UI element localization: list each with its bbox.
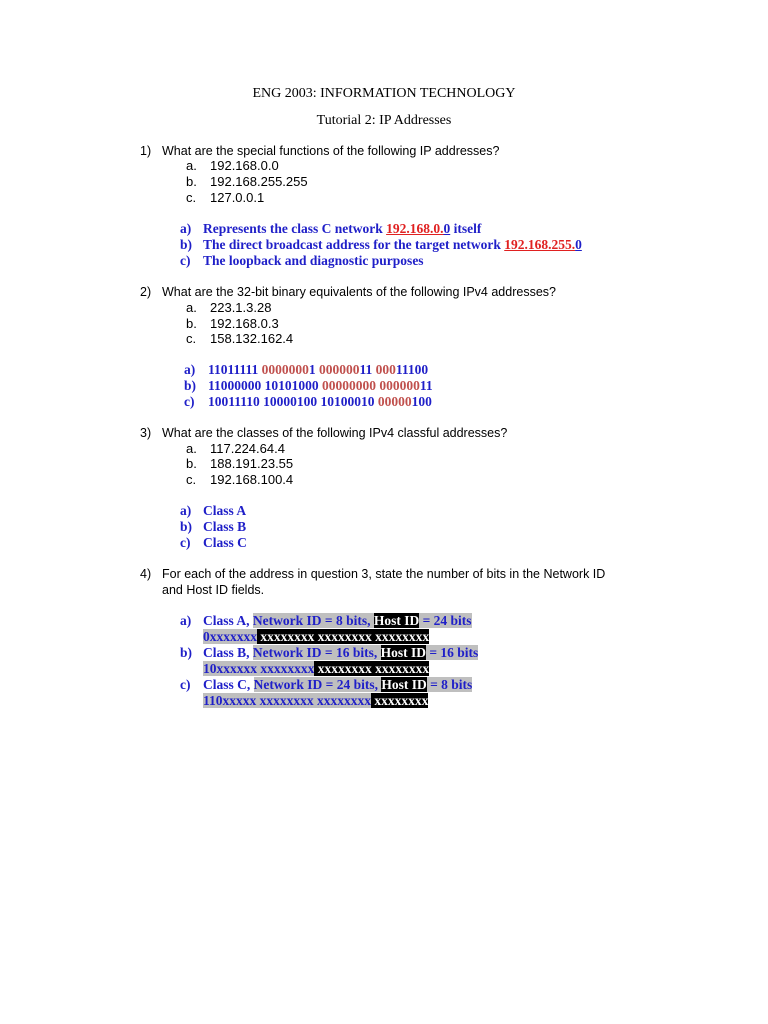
question-number: 1) bbox=[140, 144, 152, 158]
question-text: What are the classes of the following IPv4 classful addresses? bbox=[162, 426, 508, 440]
binary-answer: 10011110 10000100 10100010 00000100 bbox=[208, 394, 432, 409]
option-letter: b. bbox=[186, 456, 197, 471]
option-value: 188.191.23.55 bbox=[210, 456, 294, 471]
answer-text: The direct broadcast address for the target network 192.168.255.0 bbox=[203, 237, 582, 252]
answer-text: Class C, Network ID = 24 bits, Host ID = 8 bits bbox=[203, 677, 473, 692]
binary-answer: 11000000 10101000 00000000 00000011 bbox=[208, 378, 433, 393]
option-value: 223.1.3.28 bbox=[210, 300, 272, 315]
answer-label: b) bbox=[180, 237, 193, 252]
answer-label: a) bbox=[180, 613, 192, 628]
question-number: 3) bbox=[140, 426, 152, 440]
option-letter: b. bbox=[186, 316, 197, 331]
option-value: 192.168.255.255 bbox=[210, 174, 308, 189]
answer-label: c) bbox=[180, 535, 191, 550]
answer-text: Class C bbox=[203, 535, 247, 550]
option-value: 127.0.0.1 bbox=[210, 190, 265, 205]
answer-label: c) bbox=[180, 253, 191, 268]
tutorial-title: Tutorial 2: IP Addresses bbox=[316, 113, 452, 128]
answer-label: b) bbox=[180, 519, 193, 534]
course-title: ENG 2003: INFORMATION TECHNOLOGY bbox=[252, 86, 516, 101]
binary-answer: 11011111 00000001 00000011 00011100 bbox=[208, 362, 429, 377]
option-letter: a. bbox=[186, 158, 197, 173]
option-value: 192.168.0.3 bbox=[210, 316, 279, 331]
answer-text: Class A, Network ID = 8 bits, Host ID = 24 bits bbox=[203, 613, 472, 628]
answer-text: Class B bbox=[203, 519, 247, 534]
option-letter: a. bbox=[186, 300, 197, 315]
answer-text: Class B, Network ID = 16 bits, Host ID = 16 bits bbox=[203, 645, 479, 660]
option-letter: c. bbox=[186, 190, 197, 205]
question-number: 4) bbox=[140, 567, 152, 581]
answer-text: The loopback and diagnostic purposes bbox=[203, 253, 424, 268]
question-text: For each of the address in question 3, state the number of bits in the Network ID bbox=[162, 567, 606, 581]
option-letter: a. bbox=[186, 441, 197, 456]
answer-label: a) bbox=[180, 503, 192, 518]
bit-pattern: 110xxxxx xxxxxxxx xxxxxxxx xxxxxxxx bbox=[203, 693, 429, 708]
answer-text: Represents the class C network 192.168.0.0 itself bbox=[203, 221, 482, 236]
option-letter: b. bbox=[186, 174, 197, 189]
option-value: 117.224.64.4 bbox=[210, 441, 285, 456]
question-text: and Host ID fields. bbox=[162, 583, 265, 597]
option-value: 192.168.100.4 bbox=[210, 472, 294, 487]
option-value: 192.168.0.0 bbox=[210, 158, 279, 173]
answer-label: a) bbox=[184, 362, 196, 377]
answer-label: b) bbox=[180, 645, 193, 660]
answer-label: c) bbox=[180, 677, 191, 692]
bit-pattern: 0xxxxxxx xxxxxxxx xxxxxxxx xxxxxxxx bbox=[203, 629, 430, 644]
answer-label: c) bbox=[184, 394, 195, 409]
question-number: 2) bbox=[140, 285, 152, 299]
option-letter: c. bbox=[186, 472, 197, 487]
answer-label: a) bbox=[180, 221, 192, 236]
option-letter: c. bbox=[186, 331, 197, 346]
answer-text: Class A bbox=[203, 503, 247, 518]
question-text: What are the 32-bit binary equivalents of the following IPv4 addresses? bbox=[162, 285, 556, 299]
bit-pattern: 10xxxxxx xxxxxxxx xxxxxxxx xxxxxxxx bbox=[203, 661, 430, 676]
option-value: 158.132.162.4 bbox=[210, 331, 294, 346]
answer-label: b) bbox=[184, 378, 197, 393]
question-text: What are the special functions of the following IP addresses? bbox=[162, 144, 500, 158]
